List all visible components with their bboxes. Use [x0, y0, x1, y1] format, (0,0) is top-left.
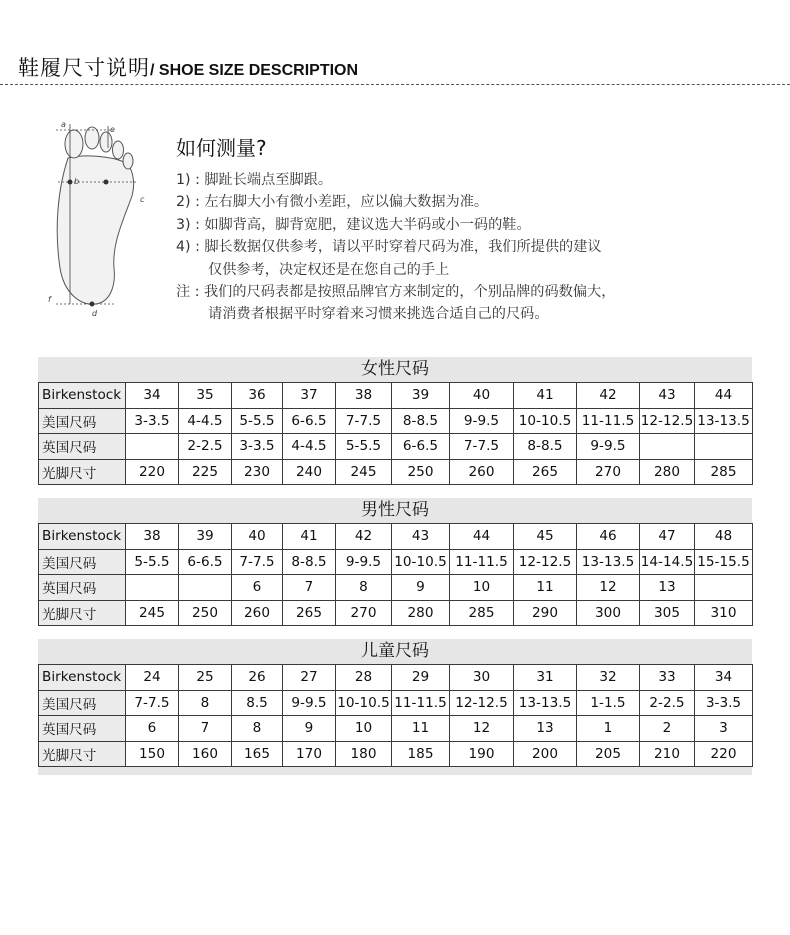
- diagram-label-b: b: [74, 177, 80, 186]
- size-cell: 250: [392, 459, 450, 485]
- size-cell: 10: [336, 716, 392, 742]
- size-cell: [695, 434, 753, 460]
- size-cell: 7: [283, 575, 336, 601]
- size-cell: 245: [336, 459, 392, 485]
- page-header: [18, 52, 358, 82]
- uk-size-row: [39, 575, 753, 601]
- measurement-instructions: [176, 132, 766, 326]
- size-cell: 265: [514, 459, 577, 485]
- size-cell: 43: [392, 524, 450, 550]
- size-cell: 9: [392, 575, 450, 601]
- size-cell: 35: [179, 383, 232, 409]
- size-cell: 160: [179, 741, 232, 767]
- size-cell: 310: [695, 600, 753, 626]
- size-cell: 24: [126, 665, 179, 691]
- row-label: 美国尺码: [39, 408, 126, 434]
- size-cell: 8-8.5: [392, 408, 450, 434]
- size-cell: 150: [126, 741, 179, 767]
- size-cell: 285: [450, 600, 514, 626]
- size-cell: 12-12.5: [514, 549, 577, 575]
- kids-size-title: 儿童尺码: [361, 641, 429, 661]
- size-cell: 9-9.5: [283, 690, 336, 716]
- size-cell: 280: [640, 459, 695, 485]
- size-cell: 9-9.5: [577, 434, 640, 460]
- size-cell: 305: [640, 600, 695, 626]
- row-label: 美国尺码: [39, 549, 126, 575]
- size-cell: 260: [450, 459, 514, 485]
- size-cell: 180: [336, 741, 392, 767]
- size-cell: 3-3.5: [695, 690, 753, 716]
- size-cell: 3-3.5: [126, 408, 179, 434]
- size-cell: 36: [232, 383, 283, 409]
- size-cell: 6: [232, 575, 283, 601]
- size-cell: 9-9.5: [450, 408, 514, 434]
- instruction-line: 4) : 脚长数据仅供参考，请以平时穿着尺码为准，我们所提供的建议: [176, 239, 602, 256]
- size-cell: 40: [450, 383, 514, 409]
- size-cell: 290: [514, 600, 577, 626]
- size-cell: 13: [514, 716, 577, 742]
- us-size-row: [39, 549, 753, 575]
- size-cell: 285: [695, 459, 753, 485]
- size-cell: 4-4.5: [283, 434, 336, 460]
- size-cell: [695, 575, 753, 601]
- size-cell: 11: [514, 575, 577, 601]
- diagram-label-c: c: [140, 195, 145, 204]
- size-cell: 13: [640, 575, 695, 601]
- size-cell: 225: [179, 459, 232, 485]
- size-cell: [126, 575, 179, 601]
- uk-size-row: [39, 434, 753, 460]
- uk-size-row: [39, 716, 753, 742]
- size-cell: 34: [695, 665, 753, 691]
- us-size-row: [39, 408, 753, 434]
- size-cell: 8.5: [232, 690, 283, 716]
- size-cell: 13-13.5: [514, 690, 577, 716]
- size-cell: 9: [283, 716, 336, 742]
- row-label: 英国尺码: [39, 434, 126, 460]
- size-cell: 10-10.5: [336, 690, 392, 716]
- size-cell: 46: [577, 524, 640, 550]
- size-cell: 32: [577, 665, 640, 691]
- size-cell: 29: [392, 665, 450, 691]
- size-cell: 44: [450, 524, 514, 550]
- row-label: 英国尺码: [39, 575, 126, 601]
- kids-size-table: [38, 664, 753, 767]
- size-cell: 7: [179, 716, 232, 742]
- size-cell: 220: [695, 741, 753, 767]
- size-cell: 220: [126, 459, 179, 485]
- size-cell: 7-7.5: [232, 549, 283, 575]
- size-cell: 13-13.5: [577, 549, 640, 575]
- size-cell: 10-10.5: [392, 549, 450, 575]
- size-cell: 8-8.5: [514, 434, 577, 460]
- size-cell: 40: [232, 524, 283, 550]
- diagram-label-e: e: [110, 125, 115, 134]
- size-cell: 240: [283, 459, 336, 485]
- size-cell: 4-4.5: [179, 408, 232, 434]
- size-cell: [179, 575, 232, 601]
- size-cell: 250: [179, 600, 232, 626]
- size-cell: 5-5.5: [126, 549, 179, 575]
- row-label: Birkenstock: [39, 665, 126, 691]
- size-cell: 5-5.5: [336, 434, 392, 460]
- foot-length-row: [39, 459, 753, 485]
- size-cell: 27: [283, 665, 336, 691]
- instruction-line: 2) : 左右脚大小有微小差距，应以偏大数据为准。: [176, 194, 489, 211]
- size-cell: 5-5.5: [232, 408, 283, 434]
- size-cell: 43: [640, 383, 695, 409]
- size-cell: 12: [450, 716, 514, 742]
- page-title: 鞋履尺寸说明: [18, 56, 150, 80]
- size-cell: 41: [514, 383, 577, 409]
- size-cell: 300: [577, 600, 640, 626]
- size-cell: 265: [283, 600, 336, 626]
- size-cell: 11-11.5: [392, 690, 450, 716]
- instruction-line: 1) : 脚趾长端点至脚跟。: [176, 172, 333, 188]
- size-cell: 11: [392, 716, 450, 742]
- size-cell: 280: [392, 600, 450, 626]
- mens-size-title: 男性尺码: [361, 500, 429, 520]
- row-label: Birkenstock: [39, 383, 126, 409]
- size-cell: 170: [283, 741, 336, 767]
- size-cell: 185: [392, 741, 450, 767]
- instruction-note: 注 : 我们的尺码表都是按照品牌官方来制定的，个别品牌的码数偏大，: [176, 284, 616, 301]
- row-label: 光脚尺寸: [39, 741, 126, 767]
- size-cell: 12: [577, 575, 640, 601]
- size-cell: 2-2.5: [640, 690, 695, 716]
- size-cell: 41: [283, 524, 336, 550]
- size-cell: 47: [640, 524, 695, 550]
- size-cell: 34: [126, 383, 179, 409]
- diagram-label-a: a: [61, 120, 66, 129]
- size-cell: 8: [179, 690, 232, 716]
- size-cell: 210: [640, 741, 695, 767]
- size-cell: 15-15.5: [695, 549, 753, 575]
- size-cell: 6-6.5: [392, 434, 450, 460]
- row-label: 英国尺码: [39, 716, 126, 742]
- size-cell: 13-13.5: [695, 408, 753, 434]
- brand-size-row: [39, 383, 753, 409]
- size-cell: 10: [450, 575, 514, 601]
- size-cell: 2: [640, 716, 695, 742]
- foot-length-row: [39, 741, 753, 767]
- size-cell: 30: [450, 665, 514, 691]
- size-cell: 6: [126, 716, 179, 742]
- row-label: Birkenstock: [39, 524, 126, 550]
- size-cell: 8-8.5: [283, 549, 336, 575]
- size-cell: 39: [179, 524, 232, 550]
- foot-diagram: [40, 118, 158, 318]
- page-subtitle: / SHOE SIZE DESCRIPTION: [150, 62, 359, 79]
- instructions-title: 如何测量?: [176, 136, 267, 160]
- us-size-row: [39, 690, 753, 716]
- size-cell: 12-12.5: [450, 690, 514, 716]
- size-cell: 200: [514, 741, 577, 767]
- row-label: 美国尺码: [39, 690, 126, 716]
- size-cell: 44: [695, 383, 753, 409]
- diagram-label-f: f: [48, 295, 51, 304]
- size-cell: 1: [577, 716, 640, 742]
- size-cell: 31: [514, 665, 577, 691]
- instruction-line: 仅供参考，决定权还是在您自己的手上: [208, 261, 450, 278]
- instruction-note: 请消费者根据平时穿着来习惯来挑选合适自己的尺码。: [208, 306, 549, 323]
- size-cell: 270: [336, 600, 392, 626]
- size-cell: 42: [336, 524, 392, 550]
- row-label: 光脚尺寸: [39, 459, 126, 485]
- size-cell: 48: [695, 524, 753, 550]
- size-cell: 7-7.5: [450, 434, 514, 460]
- size-cell: 270: [577, 459, 640, 485]
- size-cell: 165: [232, 741, 283, 767]
- size-cell: 230: [232, 459, 283, 485]
- size-cell: 260: [232, 600, 283, 626]
- diagram-label-d: d: [92, 309, 98, 318]
- size-cell: 25: [179, 665, 232, 691]
- size-cell: 190: [450, 741, 514, 767]
- size-cell: 33: [640, 665, 695, 691]
- size-cell: 26: [232, 665, 283, 691]
- size-cell: 7-7.5: [126, 690, 179, 716]
- instruction-line: 3) : 如脚背高，脚背宽肥，建议选大半码或小一码的鞋。: [176, 216, 531, 233]
- size-cell: [640, 434, 695, 460]
- brand-size-row: [39, 524, 753, 550]
- size-cell: 8: [232, 716, 283, 742]
- size-cell: 28: [336, 665, 392, 691]
- size-cell: 8: [336, 575, 392, 601]
- size-cell: 6-6.5: [179, 549, 232, 575]
- size-cell: 12-12.5: [640, 408, 695, 434]
- foot-length-row: [39, 600, 753, 626]
- size-cell: [126, 434, 179, 460]
- kids-size-section: [38, 639, 752, 775]
- mens-size-section: [38, 498, 752, 626]
- size-cell: 42: [577, 383, 640, 409]
- size-cell: 7-7.5: [336, 408, 392, 434]
- size-cell: 10-10.5: [514, 408, 577, 434]
- size-cell: 205: [577, 741, 640, 767]
- size-cell: 6-6.5: [283, 408, 336, 434]
- size-cell: 11-11.5: [450, 549, 514, 575]
- header-divider: [0, 84, 790, 85]
- size-cell: 37: [283, 383, 336, 409]
- size-cell: 45: [514, 524, 577, 550]
- size-cell: 38: [336, 383, 392, 409]
- womens-size-section: [38, 357, 752, 485]
- size-cell: 14-14.5: [640, 549, 695, 575]
- mens-size-table: [38, 523, 753, 626]
- size-cell: 245: [126, 600, 179, 626]
- foot-outline-icon: [40, 118, 158, 318]
- womens-size-title: 女性尺码: [361, 359, 429, 379]
- size-cell: 39: [392, 383, 450, 409]
- row-label: 光脚尺寸: [39, 600, 126, 626]
- size-cell: 9-9.5: [336, 549, 392, 575]
- size-cell: 11-11.5: [577, 408, 640, 434]
- size-cell: 3: [695, 716, 753, 742]
- womens-size-table: [38, 382, 753, 485]
- size-cell: 3-3.5: [232, 434, 283, 460]
- brand-size-row: [39, 665, 753, 691]
- size-cell: 1-1.5: [577, 690, 640, 716]
- size-cell: 2-2.5: [179, 434, 232, 460]
- size-cell: 38: [126, 524, 179, 550]
